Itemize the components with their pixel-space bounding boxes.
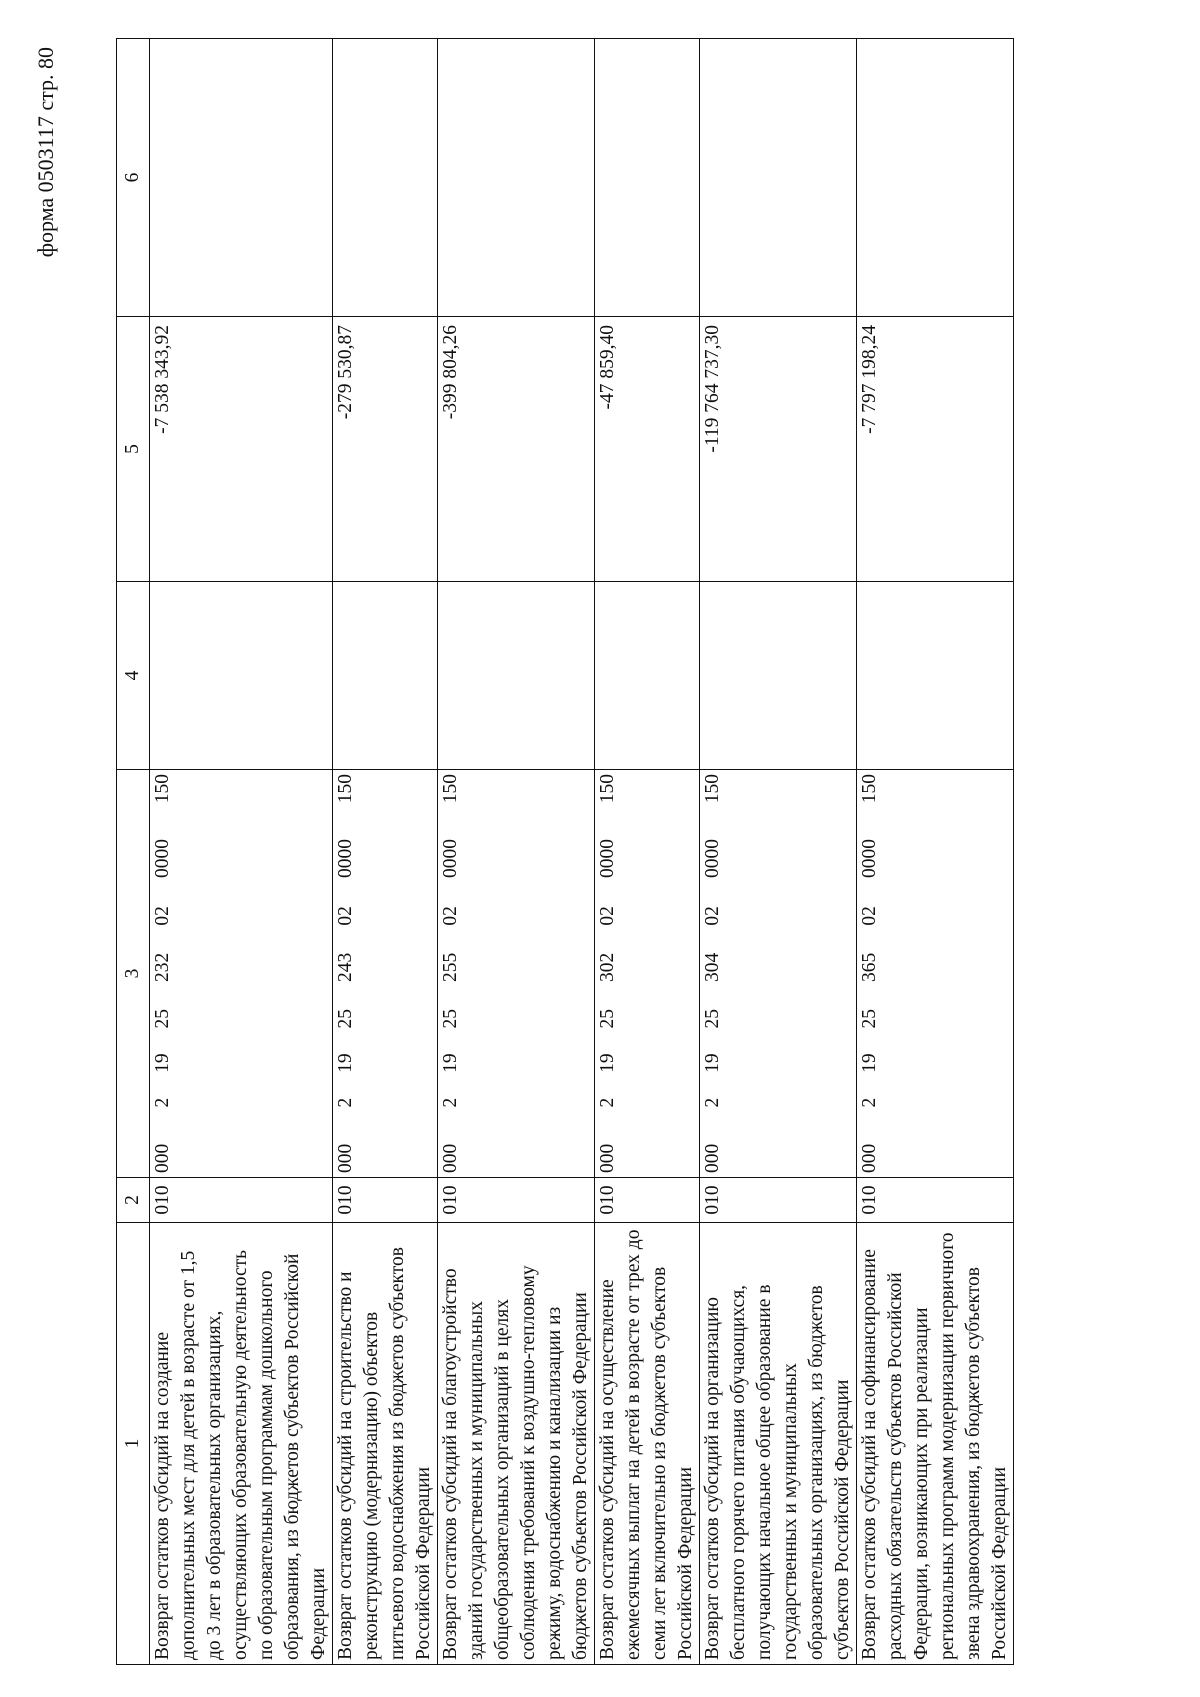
row-line-code: 010 [597,1185,618,1215]
column-number-1: 1 [117,1223,150,1665]
table-row [333,39,438,1665]
budget-code-part: 000 [440,1143,461,1173]
budget-code-part: 02 [440,906,461,926]
row-col5-cell [595,317,700,582]
column-number-row [117,39,150,1665]
form-page-label: форма 0503117 стр. 80 [33,47,58,258]
table-row [595,39,700,1665]
budget-code-part: 000 [335,1143,356,1173]
row-line-code-cell [595,1178,700,1223]
row-line-code: 010 [859,1185,880,1215]
row-name-cell [333,1223,438,1665]
budget-code-part: 25 [152,1008,173,1029]
column-number-5: 5 [117,317,150,582]
row-budget-code [595,774,621,1173]
row-line-code-cell [150,1178,333,1223]
row-col4-cell [700,582,857,770]
row-budget-code [857,774,883,1173]
row-name: Возврат остатков субсидий на создание дополнительных мест для детей в возрасте от 1,5 до 3 лет в образовательных организациях, осуществляющих образовательную деятельность по образовательным программам дошкольного образования, из бюджетов субъектов Российской Федерации [152,1249,329,1660]
row-name: Возврат остатков субсидий на осуществление ежемесячных выплат на детей в возрасте от трех до семи лет включительно из бюджетов субъектов Российской Федерации [597,1229,696,1660]
table-row [700,39,857,1665]
row-name-cell [150,1223,333,1665]
row-name-cell [857,1223,1014,1665]
row-col6-cell [857,39,1014,317]
budget-code-part: 25 [335,1008,356,1029]
row-budget-code-cell [333,770,438,1178]
budget-code-part: 25 [440,1008,461,1029]
budget-code-part: 02 [335,906,356,926]
budget-code-part: 2 [702,1097,723,1108]
budget-code-part: 302 [597,952,618,982]
budget-code-part: 2 [152,1097,173,1108]
budget-code-part: 19 [702,1053,723,1073]
row-col6-cell [438,39,595,317]
row-budget-code [150,774,176,1173]
budget-code-part: 02 [702,906,723,926]
budget-code-part: 150 [702,774,723,804]
table-row [857,39,1014,1665]
row-line-code-cell [438,1178,595,1223]
budget-code-part: 0000 [335,838,356,878]
budget-code-part: 150 [859,774,880,804]
table-row [438,39,595,1665]
budget-code-part: 232 [152,952,173,982]
row-col5-value: -279 530,87 [335,325,356,420]
row-line-code: 010 [152,1185,173,1215]
row-col4-cell [333,582,438,770]
column-number-3: 3 [117,770,150,1178]
row-line-code-cell [700,1178,857,1223]
row-col6-cell [700,39,857,317]
budget-code-part: 150 [597,774,618,804]
row-budget-code [700,774,726,1173]
budget-code-part: 000 [152,1143,173,1173]
row-budget-code-cell [438,770,595,1178]
row-col6-cell [150,39,333,317]
row-col5-value: -47 859,40 [597,325,618,410]
row-line-code: 010 [702,1185,723,1215]
column-number-4: 4 [117,582,150,770]
budget-code-part: 2 [597,1097,618,1108]
budget-code-part: 304 [702,952,723,982]
row-name: Возврат остатков субсидий на софинансирование расходных обязательств субъектов Российской Федерации, возникающих при реализации региональных программ модернизации первичного звена здравоохранения, из бюджетов субъектов Российской Федерации [859,1232,1010,1660]
column-number-2: 2 [117,1178,150,1223]
budget-code-part: 02 [597,906,618,926]
budget-code-part: 19 [440,1053,461,1073]
budget-code-part: 0000 [702,838,723,878]
table-row [150,39,333,1665]
budget-code-part: 0000 [440,838,461,878]
row-col5-cell [700,317,857,582]
budget-code-part: 365 [859,952,880,982]
budget-code-part: 19 [597,1053,618,1073]
budget-code-part: 150 [152,774,173,804]
row-name-cell [700,1223,857,1665]
budget-code-part: 000 [859,1143,880,1173]
budget-code-part: 0000 [859,838,880,878]
budget-code-part: 255 [440,952,461,982]
row-col5-value: -119 764 737,30 [702,325,723,453]
budget-code-part: 19 [152,1053,173,1073]
row-col6-cell [595,39,700,317]
row-name: Возврат остатков субсидий на благоустройство зданий государственных и муниципальных общеобразовательных организаций в целях соблюдения требований к воздушно-тепловому режиму, водоснабжению и канализации из бюджетов субъектов Российской Федерации [440,1265,591,1660]
row-name: Возврат остатков субсидий на строительство и реконструкцию (модернизацию) объектов питьевого водоснабжения из бюджетов субъектов Российской Федерации [335,1247,434,1660]
row-line-code-cell [333,1178,438,1223]
budget-code-part: 2 [335,1097,356,1108]
budget-code-part: 25 [859,1008,880,1029]
budget-code-part: 2 [859,1097,880,1108]
row-name-cell [595,1223,700,1665]
row-line-code-cell [857,1178,1014,1223]
row-name-cell [438,1223,595,1665]
row-budget-code-cell [595,770,700,1178]
row-col5-cell [333,317,438,582]
row-col4-cell [150,582,333,770]
column-number-6: 6 [117,39,150,317]
budget-code-part: 150 [440,774,461,804]
row-col5-value: -7 538 343,92 [152,325,173,434]
budget-code-part: 0000 [152,838,173,878]
budget-code-part: 243 [335,952,356,982]
report-table [116,38,1014,1665]
budget-code-part: 19 [335,1053,356,1073]
budget-code-part: 25 [702,1008,723,1029]
row-line-code: 010 [335,1185,356,1215]
row-budget-code-cell [700,770,857,1178]
row-col4-cell [595,582,700,770]
budget-code-part: 02 [859,906,880,926]
row-line-code: 010 [440,1185,461,1215]
budget-code-part: 0000 [597,838,618,878]
row-col5-cell [150,317,333,582]
budget-code-part: 000 [702,1143,723,1173]
budget-code-part: 19 [859,1053,880,1073]
row-col5-cell [857,317,1014,582]
budget-code-part: 2 [440,1097,461,1108]
row-col5-value: -7 797 198,24 [859,325,880,434]
row-budget-code [438,774,464,1173]
row-col5-value: -399 804,26 [440,325,461,420]
budget-code-part: 000 [597,1143,618,1173]
row-col4-cell [857,582,1014,770]
row-budget-code [333,774,359,1173]
row-col6-cell [333,39,438,317]
row-col4-cell [438,582,595,770]
budget-code-part: 25 [597,1008,618,1029]
row-budget-code-cell [857,770,1014,1178]
row-budget-code-cell [150,770,333,1178]
row-col5-cell [438,317,595,582]
budget-code-part: 02 [152,906,173,926]
budget-code-part: 150 [335,774,356,804]
row-name: Возврат остатков субсидий на организацию бесплатного горячего питания обучающихся, получающих начальное общее образование в государственных и муниципальных образовательных организациях, из бюджетов субъектов Российской Федерации [702,1284,853,1660]
